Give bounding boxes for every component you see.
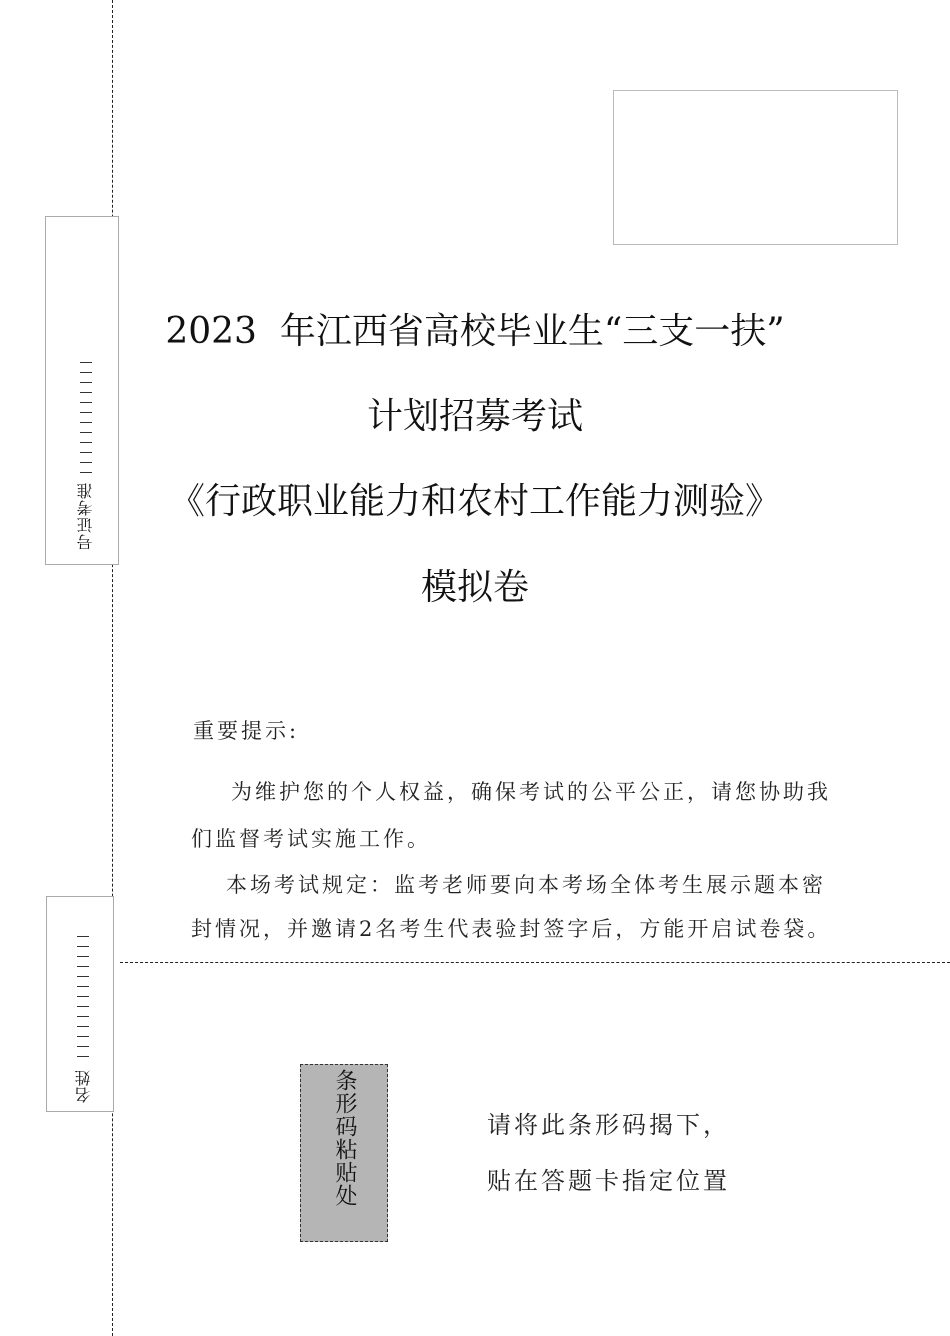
notice-para1-line2: 们监督考试实施工作。 xyxy=(191,827,431,851)
title-line-4: 模拟卷 xyxy=(420,567,529,608)
barcode-instruction-line2: 贴在答题卡指定位置 xyxy=(487,1167,730,1195)
barcode-sticker-area[interactable] xyxy=(300,1064,388,1242)
notice-para1-line1: 为维护您的个人权益，确保考试的公平公正，请您协助我 xyxy=(231,780,831,804)
binding-margin-line xyxy=(112,0,113,1336)
name-label: 名姓 xyxy=(74,1069,93,1103)
title-line-3: 《行政职业能力和农村工作能力测验》 xyxy=(168,481,781,522)
photo-box xyxy=(613,90,898,245)
title-line-1: 2023 年江西省高校毕业生“三支一扶” xyxy=(165,311,785,352)
exam-number-label: 号证考准 xyxy=(76,482,95,550)
barcode-instruction-line1: 请将此条形码揭下， xyxy=(487,1111,730,1139)
name-underline xyxy=(76,931,90,1061)
notice-para2-line1: 本场考试规定：监考老师要向本考场全体考生展示题本密 xyxy=(226,873,826,897)
notice-para2-line2: 封情况，并邀请2名考生代表验封签字后，方能开启试卷袋。 xyxy=(191,917,832,941)
title-line-2: 计划招募考试 xyxy=(366,396,583,437)
name-box[interactable] xyxy=(46,896,114,1112)
notice-heading: 重要提示: xyxy=(193,719,300,743)
barcode-label: 条形码粘贴处 xyxy=(332,1069,357,1207)
tear-line xyxy=(120,962,950,963)
